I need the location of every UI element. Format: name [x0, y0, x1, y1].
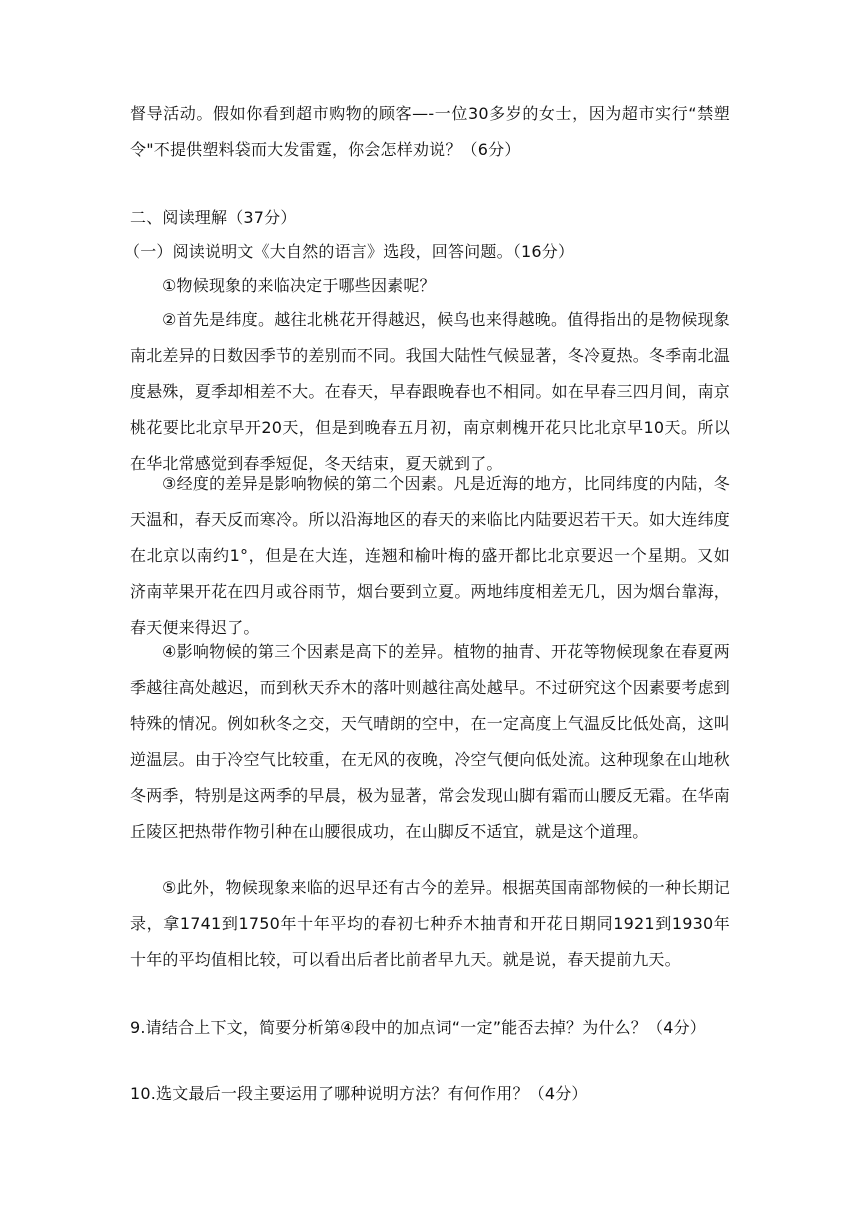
writing-prompt-text: 督导活动。假如你看到超市购物的顾客—-一位30多岁的女士，因为超市实行“禁塑令"不提供塑料袋而大发雷霆，你会怎样劝说？（6分）	[130, 104, 730, 159]
paragraph-4: ④影响物候的第三个因素是高下的差异。植物的抽青、开花等物候现象在春夏两季越往高处越迟，而到秋天乔木的落叶则越往高处越早。不过研究这个因素要考虑到特殊的情况。例如秋冬之交，天气晴朗的空中，在一定高度上气温反比低处高，这叫逆温层。由于冷空气比较重，在无风的夜晚，冷空气便向低处流。这种现象在山地秋冬两季，特别是这两季的早晨，极为显著，常会发现山脚有霜而山腰反无霜。在华南丘陵区把热带作物引种在山腰很成功，在山脚反不适宜，就是这个道理。	[130, 642, 730, 841]
subsection-heading: （一）阅读说明文《大自然的语言》选段，回答问题。（16分）	[124, 242, 575, 261]
question-9: 9.请结合上下文，简要分析第④段中的加点词“一定”能否去掉？为什么？（4分）	[130, 1018, 706, 1037]
paragraph-3: ③经度的差异是影响物候的第二个因素。凡是近海的地方，比同纬度的内陆，冬天温和，春天反而寒冷。所以沿海地区的春天的来临比内陆要迟若干天。如大连纬度在北京以南约1°，但是在大连，连翘和榆叶梅的盛开都比北京要迟一个星期。又如济南苹果开花在四月或谷雨节，烟台要到立夏。两地纬度相差无几，因为烟台靠海，春天便来得迟了。	[130, 474, 730, 637]
section-heading-reading: 二、阅读理解（37分）	[130, 208, 297, 227]
paragraph-5: ⑤此外，物候现象来临的迟早还有古今的差异。根据英国南部物候的一种长期记录，拿1741到1750年十年平均的春初七种乔木抽青和开花日期同1921到1930年十年的平均值相比较，可以看出后者比前者早九天。就是说，春天提前九天。	[130, 878, 730, 969]
paragraph-2: ②首先是纬度。越往北桃花开得越迟，候鸟也来得越晚。值得指出的是物候现象南北差异的日数因季节的差别而不同。我国大陆性气候显著，冬冷夏热。冬季南北温度悬殊，夏季却相差不大。在春天，早春跟晚春也不相同。如在早春三四月间，南京桃花要比北京早开20天，但是到晚春五月初，南京刺槐开花只比北京早10天。所以在华北常感觉到春季短促，冬天结束，夏天就到了。	[130, 310, 730, 473]
paragraph-1: ①物候现象的来临决定于哪些因素呢？	[162, 276, 436, 295]
question-10: 10.选文最后一段主要运用了哪种说明方法？有何作用？（4分）	[130, 1084, 588, 1103]
